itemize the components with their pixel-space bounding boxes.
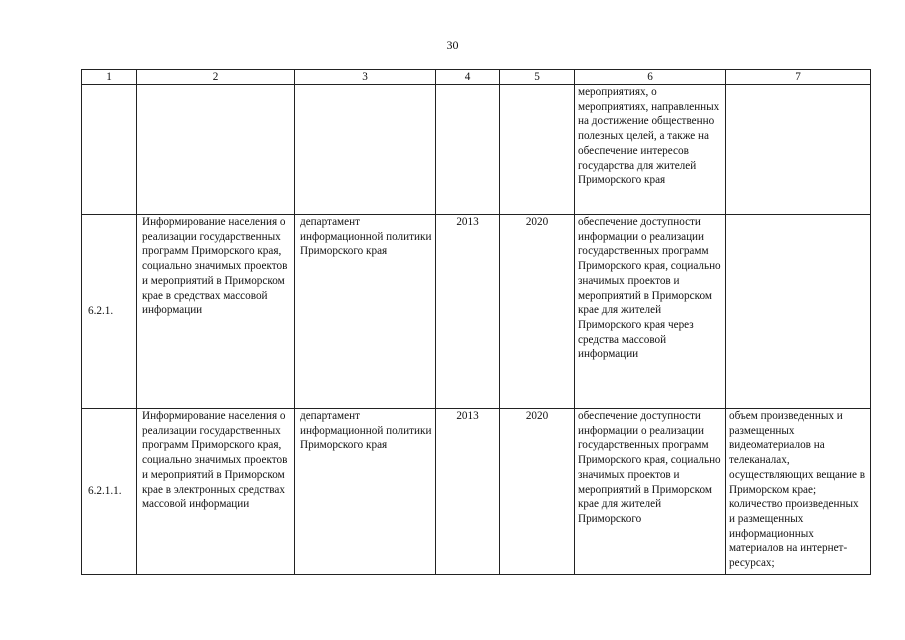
start-year-cell bbox=[436, 85, 500, 215]
table-row bbox=[82, 409, 871, 575]
measure-name-cell: Информирование населения о реализации государственных программ Приморского края, социально значимых проектов и мероприятий в Приморском крае в средствах массовой информации bbox=[137, 215, 295, 409]
expected-result-cell: обеспечение доступности информации о реализации государственных программ Приморского края, социально значимых проектов и мероприятий в Приморском крае для жителей Приморского края через средства массовой информации bbox=[575, 215, 726, 409]
measures-table bbox=[81, 69, 871, 575]
measure-name-cell: Информирование населения о реализации государственных программ Приморского края, социально значимых проектов и мероприятий в Приморском крае в электронных средствах массовой информации bbox=[137, 409, 295, 575]
end-year-cell: 2020 bbox=[500, 409, 575, 575]
start-year-cell: 2013 bbox=[436, 215, 500, 409]
column-header-5: 5 bbox=[500, 70, 575, 85]
responsible-department-cell: департамент информационной политики Приморского края bbox=[295, 409, 436, 575]
row-number-cell: 6.2.1.1. bbox=[82, 409, 137, 575]
column-header-3: 3 bbox=[295, 70, 436, 85]
row-number-cell: 6.2.1. bbox=[82, 215, 137, 409]
start-year-cell: 2013 bbox=[436, 409, 500, 575]
row-number-cell bbox=[82, 85, 137, 215]
indicator-cell: объем произведенных и размещенных видеоматериалов на телеканалах, осуществляющих вещание в Приморском крае; количество произведенных и размещенных информационных материалов на интернет-ресурсах; bbox=[726, 409, 871, 575]
column-header-1: 1 bbox=[82, 70, 137, 85]
measure-name-cell bbox=[137, 85, 295, 215]
end-year-cell bbox=[500, 85, 575, 215]
page-number: 30 bbox=[446, 38, 459, 52]
column-header-4: 4 bbox=[436, 70, 500, 85]
column-header-6: 6 bbox=[575, 70, 726, 85]
indicator-cell bbox=[726, 85, 871, 215]
table-row bbox=[82, 215, 871, 409]
expected-result-cell: мероприятиях, о мероприятиях, направленных на достижение общественно полезных целей, а также на обеспечение интересов государства для жителей Приморского края bbox=[575, 85, 726, 215]
column-header-2: 2 bbox=[137, 70, 295, 85]
responsible-department-cell bbox=[295, 85, 436, 215]
column-header-7: 7 bbox=[726, 70, 871, 85]
header-row bbox=[82, 70, 871, 85]
table-row bbox=[82, 85, 871, 215]
expected-result-cell: обеспечение доступности информации о реализации государственных программ Приморского края, социально значимых проектов и мероприятий в Приморском крае для жителей Приморского bbox=[575, 409, 726, 575]
end-year-cell: 2020 bbox=[500, 215, 575, 409]
responsible-department-cell: департамент информационной политики Приморского края bbox=[295, 215, 436, 409]
indicator-cell bbox=[726, 215, 871, 409]
